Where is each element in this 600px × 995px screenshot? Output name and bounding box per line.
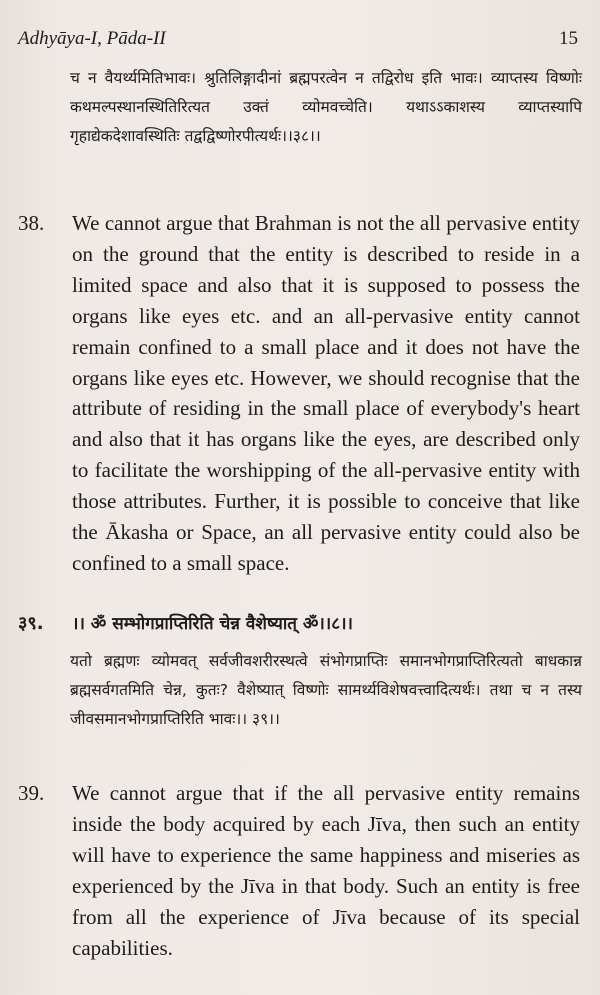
running-header	[18, 28, 582, 52]
sutra-number-39: ३९.	[18, 613, 44, 634]
page-number: 15	[559, 28, 578, 49]
verse-number-38: 38.	[18, 211, 45, 235]
english-translation-39: We cannot argue that if the all pervasive entity remains inside the body acquired by each Jīva, then such an entity will have to experience the same happiness and miseries as experienced by the Jīva in that body. Such an entity is free from all the experience of Jīva because of its special capabilities.	[72, 781, 580, 960]
chapter-title: Adhyāya-I, Pāda-II	[18, 28, 166, 49]
verse-number-39: 39.	[18, 781, 45, 805]
sanskrit-commentary-39: यतो ब्रह्मणः व्योमवत् सर्वजीवशरीरस्थत्वे संभोगप्राप्तिः समानभोगप्राप्तिरित्यतो बाधकान्न ब्रह्मसर्वगतमिति चेन्न, कुतः? वैशेष्यात् विष्णोः सामर्थ्यविशेषवत्त्वादित्यर्थः। तथा च न तस्य जीवसमानभोगप्राप्तिरिति भावः।। ३९।।	[70, 652, 582, 728]
english-translation-38: We cannot argue that Brahman is not the all pervasive entity on the ground that the entity is described to reside in a limited space and also that it is supposed to possess the organs like eyes etc. and an all-pervasive entity cannot remain confined to a small place and it does not have the organs like eyes etc. However, we should recognise that the attribute of residing in the small place of everybody's heart and also that it has organs like the eyes, are described only to facilitate the worshipping of the all-pervasive entity with those attributes. Further, it is possible to conceive that like the Ākasha or Space, an all pervasive entity could also be confined to a small space.	[72, 211, 580, 575]
sanskrit-commentary-38: च न वैयर्थ्यमितिभावः। श्रुतिलिङ्गादीनां ब्रह्मपरत्वेन न तद्विरोध इति भावः। व्याप्तस्य विष्णोः कथमल्पस्थानस्थितिरित्यत उक्तं व्योमवच्चेति। यथाऽऽकाशस्य व्याप्तस्यापि गृहाद्येकदेशावस्थितिः तद्वद्विष्णोरपीत्यर्थः।।३८।।	[70, 69, 582, 145]
sutra-39-text: ।। ॐ सम्भोगप्राप्तिरिति चेन्न वैशेष्यात् ॐ।।८।।	[72, 614, 353, 634]
